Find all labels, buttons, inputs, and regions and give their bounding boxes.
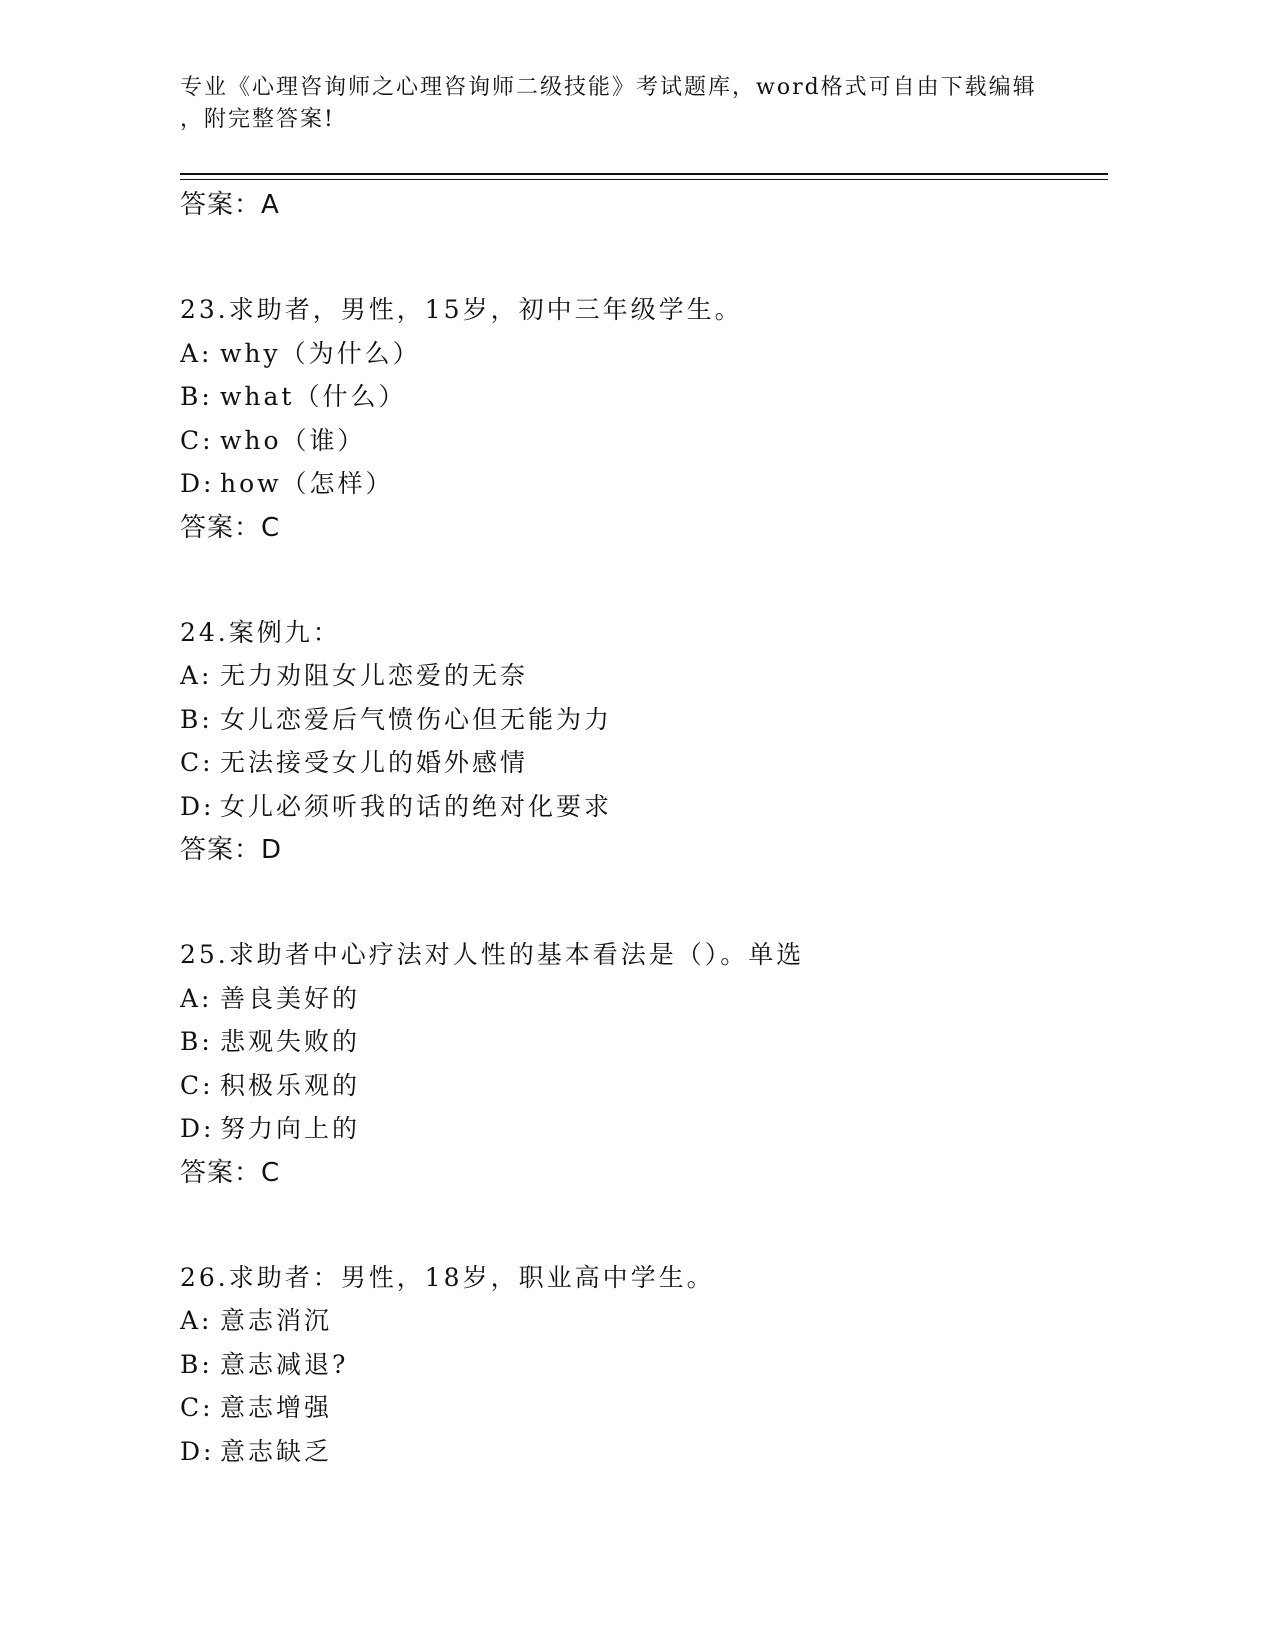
option-a [180,1299,1108,1343]
option-key: B: [180,704,213,734]
option-text: why（为什么） [220,338,421,368]
option-b [180,1343,1108,1387]
option-b [180,375,1108,419]
option-key: A: [180,1306,213,1335]
question-title: 23.求助者，男性，15岁，初中三年级学生。 [180,295,743,324]
option-key: A: [180,661,213,690]
option-a [180,654,1108,698]
option-text: 悲观失败的 [220,1027,361,1056]
header-line-1: 专业《心理咨询师之心理咨询师二级技能》考试题库，word格式可自由下载编辑 [180,75,1037,100]
option-key: D: [180,791,215,821]
question-26 [180,1256,1108,1474]
option-text: who（谁） [220,425,366,455]
option-text: 善良美好的 [220,983,361,1013]
option-a [180,332,1108,376]
option-d [180,462,1108,506]
question-25 [180,933,1108,1195]
question-title: 25.求助者中心疗法对人性的基本看法是（）。单选 [180,940,805,969]
question-23 [180,288,1108,550]
option-text: 女儿恋爱后气愤伤心但无能为力 [220,704,613,734]
option-c [180,1386,1108,1430]
option-text: 努力向上的 [220,1114,361,1143]
option-key: C: [180,1070,214,1100]
option-c [180,419,1108,463]
option-c [180,741,1108,785]
header-divider-thin [180,179,1108,180]
option-key: C: [180,748,214,777]
option-key: B: [180,382,213,411]
document-header [180,72,1040,136]
option-text: how（怎样） [220,469,394,498]
option-d [180,1107,1108,1151]
answer-label: 答案：A [180,190,280,220]
option-d [180,1430,1108,1474]
option-text: what（什么） [220,382,407,411]
option-key: D: [180,1436,215,1466]
answer-label: 答案：C [180,512,281,543]
option-text: 意志消沉 [220,1306,333,1335]
option-b [180,698,1108,742]
option-key: C: [180,1393,214,1422]
option-key: C: [180,425,214,455]
option-key: A: [180,983,213,1013]
option-text: 无法接受女儿的婚外感情 [220,748,529,777]
option-text: 意志缺乏 [220,1436,333,1466]
option-key: A: [180,338,213,368]
option-key: D: [180,469,215,498]
option-text: 女儿必须听我的话的绝对化要求 [220,791,613,821]
header-divider-thick [180,173,1108,175]
question-title: 24.案例九： [180,617,341,647]
option-text: 意志减退? [220,1349,349,1379]
option-text: 积极乐观的 [220,1070,361,1100]
question-list [180,183,1108,1473]
option-d [180,785,1108,829]
option-c [180,1064,1108,1108]
header-line-2: ，附完整答案! [180,107,335,132]
option-text: 无力劝阻女儿恋爱的无奈 [220,661,529,690]
option-a [180,977,1108,1021]
question-title: 26.求助者：男性，18岁，职业高中学生。 [180,1262,715,1292]
answer-label: 答案：C [180,1157,281,1188]
answer-label: 答案：D [180,835,283,865]
option-text: 意志增强 [220,1393,333,1422]
question-24 [180,611,1108,873]
option-key: D: [180,1114,215,1143]
option-b [180,1020,1108,1064]
option-key: B: [180,1349,213,1379]
option-key: B: [180,1027,213,1056]
